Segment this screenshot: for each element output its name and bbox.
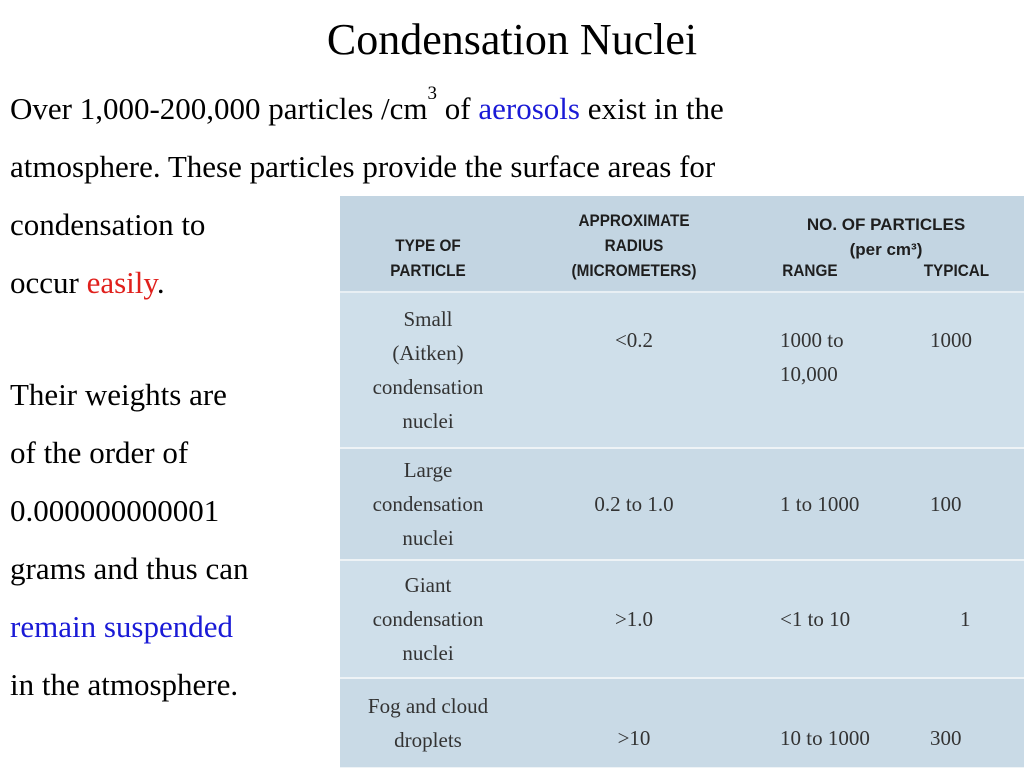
type-cell: Giant condensation nuclei — [372, 573, 484, 665]
range-cell: 1 to 1000 — [780, 492, 860, 516]
slide-title: Condensation Nuclei — [326, 15, 698, 64]
intro-text-start: Over 1,000-200,000 particles /cm — [10, 91, 428, 126]
table-row — [340, 292, 1024, 448]
weights-line-1: Their weights are — [10, 377, 227, 412]
intro-text-of: of — [437, 91, 479, 126]
radius-cell: 0.2 to 1.0 — [594, 492, 674, 516]
superscript-3: 3 — [427, 83, 438, 104]
easily-highlight: easily — [86, 265, 157, 300]
weights-paragraph — [10, 366, 248, 714]
header-approximate-radius: APPROXIMATE RADIUS (MICROMETERS) — [571, 211, 697, 280]
particle-table-image — [340, 196, 1024, 768]
weights-line-4: grams and thus can — [10, 551, 249, 586]
radius-cell: <0.2 — [614, 328, 654, 352]
table-header-row — [340, 196, 1024, 292]
table-row — [340, 560, 1024, 678]
weights-line-6: in the atmosphere. — [10, 667, 239, 702]
particle-table — [340, 196, 1024, 768]
remain-suspended-link[interactable]: remain suspended — [10, 609, 233, 644]
typical-cell: 300 — [930, 725, 962, 750]
range-cell: <1 to 10 — [780, 607, 851, 631]
header-number-of-particles: NO. OF PARTICLES (per cm³) — [806, 215, 966, 259]
weights-line-3: 0.000000000001 — [10, 493, 220, 528]
table-row — [340, 678, 1024, 768]
intro-line-2: atmosphere. These particles provide the surface areas for — [10, 149, 716, 184]
typical-cell: 1 — [960, 607, 971, 631]
header-typical: TYPICAL — [923, 261, 990, 280]
type-cell: Fog and cloud droplets — [367, 694, 489, 752]
intro-line-3: condensation to — [10, 207, 206, 242]
header-type-of-particle: TYPE OF PARTICLE — [390, 236, 466, 280]
type-cell: Small (Aitken) condensation nuclei — [372, 307, 484, 433]
weights-line-2: of the order of — [10, 435, 189, 470]
table-row — [340, 448, 1024, 560]
typical-cell: 1000 — [930, 328, 972, 352]
range-cell: 1000 to 10,000 — [780, 328, 844, 386]
type-cell: Large condensation nuclei — [372, 458, 484, 550]
intro-text-exist: exist in the — [579, 91, 724, 126]
range-cell: 10 to 1000 — [780, 725, 870, 750]
radius-cell: >10 — [617, 725, 651, 750]
typical-cell: 100 — [930, 492, 962, 516]
header-range: RANGE — [782, 261, 838, 280]
intro-line-4-start: occur — [10, 265, 87, 300]
intro-period: . — [156, 265, 165, 300]
radius-cell: >1.0 — [614, 607, 654, 631]
aerosols-link[interactable]: aerosols — [478, 91, 580, 126]
